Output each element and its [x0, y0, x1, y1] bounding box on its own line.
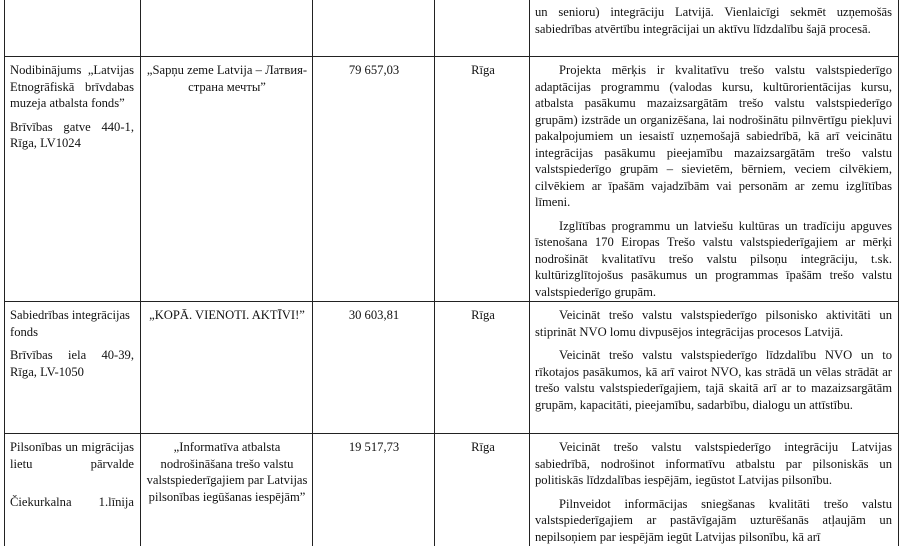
grid-line	[312, 0, 313, 546]
project-description	[535, 439, 892, 552]
city: Rīga	[471, 63, 495, 77]
table-row	[10, 307, 134, 387]
project-title: „Sapņu zeme Latvija – Латвия-страна мечты”	[146, 63, 308, 94]
description-paragraph: Veicināt trešo valstu valstspiederīgo līdzdalību NVO un to rīkotajos pasākumos, kā arī vairot NVO, kas strādā un vēlas strādāt ar trešo valstu valstspiederīgajiem, tajā skaitā arī ar to mazaizsargātām grupām, kapacitāti, pieejamību, sadarbību, dialogu un attīstību.	[535, 348, 892, 412]
grid-line	[4, 0, 5, 546]
project-title: „Informatīva atbalsta nodrošināšana trešo valstu valstspiederīgajiem par Latvijas pilsonības iegūšanas iespējām”	[146, 440, 308, 504]
organization-address: Brīvības iela 40-39, Rīga, LV-1050	[10, 348, 134, 379]
description-paragraph: Izglītības programmu un latviešu kultūras un tradīciju apguves īstenošana 170 Eiropas Trešo valstu valstspiederīgajiem ar mērķi nodrošināt kvalitatīvu trešo valstu pilsoņu integrāciju, t.sk. kultūrizglītojošus pasākumus un programmas īpašām trešo valstu valstspiederīgo grupām.	[535, 218, 892, 299]
organization-name: Nodibinājums „Latvijas Etnogrāfiskā brīvdabas muzeja atbalsta fonds”	[10, 63, 134, 110]
city: Rīga	[471, 440, 495, 454]
organization-address: Čiekurkalna 1.līnija	[10, 495, 134, 509]
grid-line	[529, 0, 530, 546]
city: Rīga	[471, 308, 495, 322]
description-paragraph: Pilnveidot informācijas sniegšanas kvalitāti trešo valstu valstspiederīgajiem ar pastāvīgajām uzturēšanās atļaujām un nepilsoņiem par iespējām iegūt Latvijas pilsonību, kā arī	[535, 496, 892, 544]
project-description	[535, 307, 892, 420]
funding-amount: 19 517,73	[348, 440, 400, 454]
table-row	[10, 62, 134, 159]
description-paragraph: Veicināt trešo valstu valstspiederīgo integrāciju Latvijas sabiedrībā, nodrošinot informatīvu atbalstu par pilsoniskās un politiskās līdzdalības iespējām, iegūstot Latvijas pilsonību.	[535, 440, 892, 487]
grid-line	[434, 0, 435, 546]
description-paragraph: Veicināt trešo valstu valstspiederīgo pilsonisko aktivitāti un stiprināt NVO lomu divpusējos integrācijas procesos Latvijā.	[535, 308, 892, 339]
organization-name: Pilsonības un migrācijas lietu pārvalde	[10, 440, 134, 471]
organization-name: Sabiedrības integrācijas fonds	[10, 308, 130, 339]
project-title: „KOPĀ. VIENOTI. AKTĪVI!”	[149, 308, 305, 322]
funding-amount: 79 657,03	[348, 63, 400, 77]
row-divider	[4, 56, 899, 57]
grid-line	[140, 0, 141, 546]
grid-line	[898, 0, 899, 546]
description-continuation: un senioru) integrāciju Latvijā. Vienlaicīgi sekmēt uzņemošās sabiedrības atvērtību integrācijai un aktīvu līdzdalību šajā procesā.	[535, 5, 892, 36]
row-divider	[4, 433, 899, 434]
table-row	[10, 439, 134, 518]
description-paragraph: Projekta mērķis ir kvalitatīvu trešo valstu valstspiederīgo adaptācijas programmu (valodas kursu, kultūrorientācijas kursu, atbalsta pasākumu mazaizsargātām trešo valstu valstspiederīgo grupām) izstrāde un organizēšana, lai nodrošinātu pilnvērtīgu piekļuvi pakalpojumiem un iesaistī uzņemošajā sabiedrībā, kā arī veicinātu integrācijas pasākumu pieejamību mazaizsargātām trešo valstu valstspiederīgo grupām – sievietēm, bērniem, veciem cilvēkiem, cilvēkiem ar īpašām vajadzībām vai personām ar zemu izglītības līmeni.	[535, 63, 892, 209]
funding-amount: 30 603,81	[348, 308, 400, 322]
project-description	[535, 62, 892, 307]
organization-address: Brīvības gatve 440-1, Rīga, LV1024	[10, 119, 134, 150]
